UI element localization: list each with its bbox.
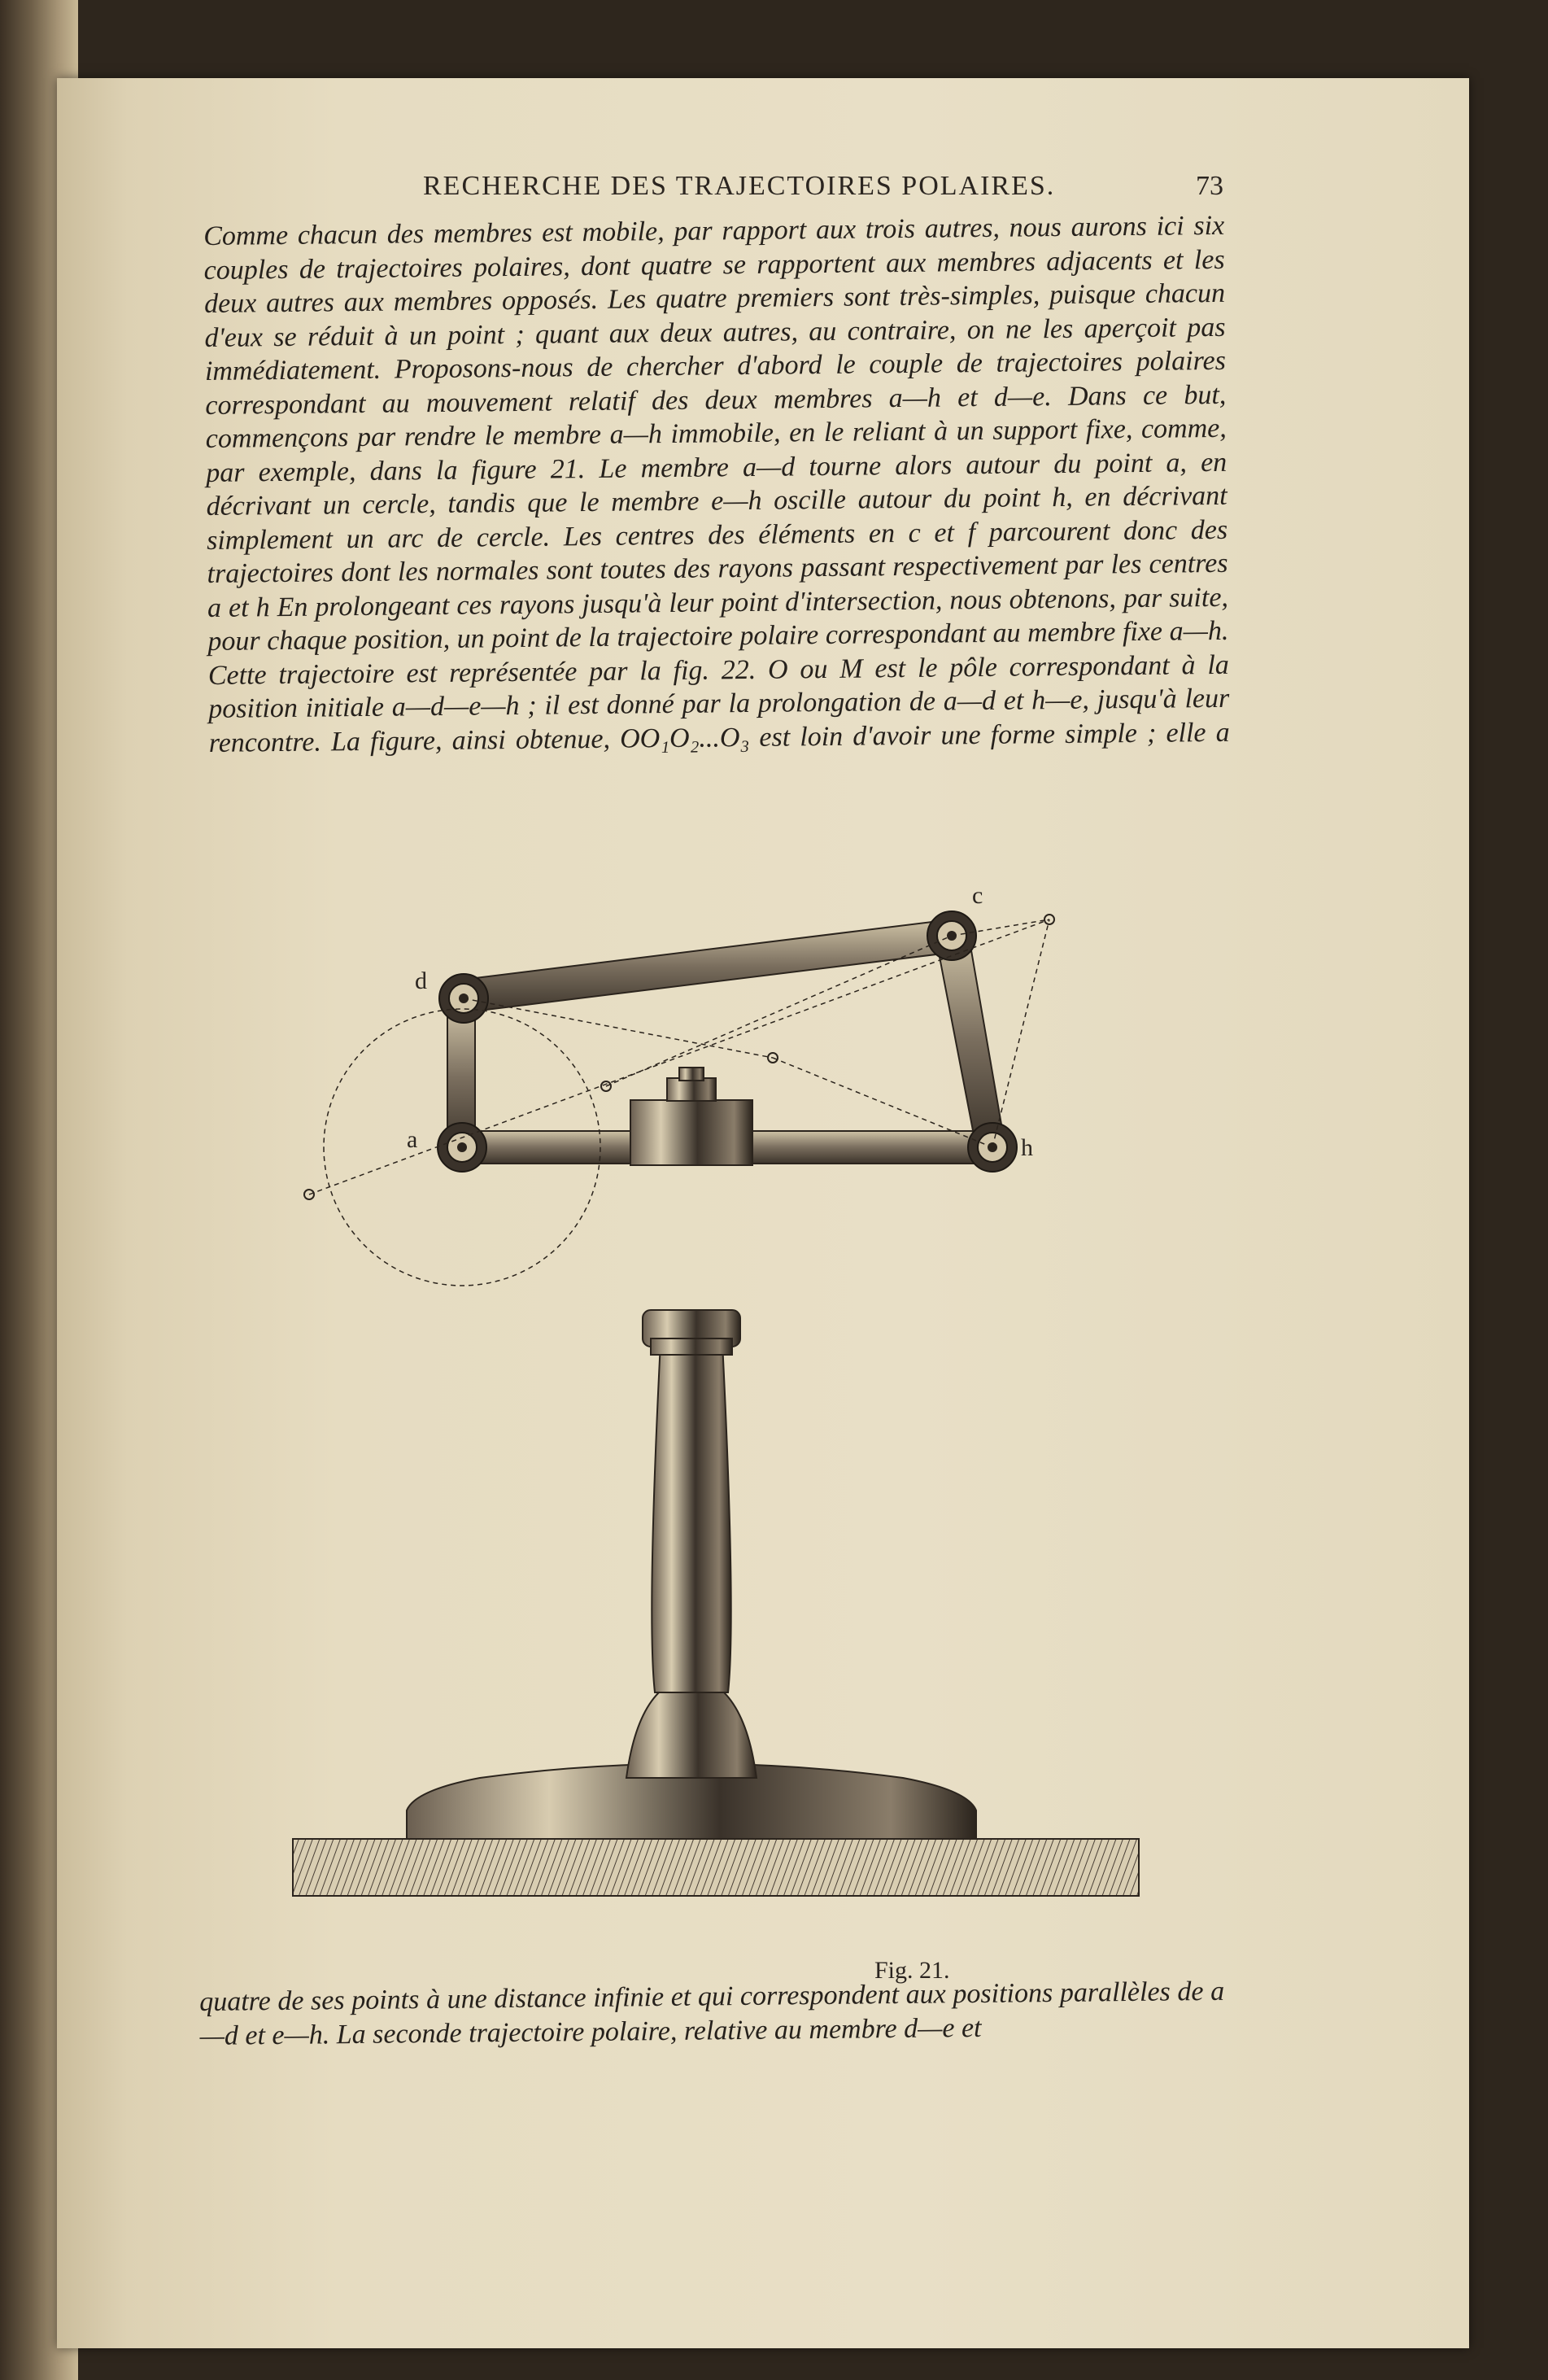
base-plate [293,1839,1139,1896]
figure-caption: Fig. 21. [874,1957,950,1984]
joint-a [438,1123,486,1172]
member-e-h [935,932,1005,1147]
hub-block [630,1100,752,1165]
page-number: 73 [1196,171,1223,201]
linkage-engraving [285,887,1147,1920]
hub-nut [679,1068,704,1081]
running-head: RECHERCHE DES TRAJECTOIRES POLAIRES. [423,171,1056,201]
stand-column [652,1343,730,1692]
label-h: h [1021,1134,1033,1161]
body-paragraph [203,209,1230,760]
figure-21 [285,887,1147,1920]
stand-neck [626,1692,757,1778]
label-d: d [415,967,427,994]
hub-cap [667,1078,716,1101]
body-paragraph-text: Comme chacun des membres est mobile, par rapport aux trois autres, nous aurons ici six couples de trajectoires polaires, dont quatre se rapportent aux membres adjacents et les deux autres aux membres opposés. Les quatre premiers sont très-simples, puisque chacun d'eux se réduit à un point ; quant aux deux autres, au contraire, on ne les aperçoit pas immédiatement. Proposons-nous de chercher d'abord le couple de trajectoires polaires correspondant au mouvement relatif des deux membres a—h et d—e. Dans ce but, commençons par rendre le membre a—h immobile, en le reliant à un support fixe, comme, par exemple, dans la figure 21. Le membre a—d tourne alors autour du point a, en décrivant un cercle, tandis que le membre e—h oscille autour du point h, en décrivant simplement un arc de cercle. Les centres des éléments en c et f parcourent donc des trajectoires dont les normales sont toutes des rayons passant respectivement par les centres a et h En prolongeant ces rayons jusqu'à leur point d'intersection, nous obtenons, par suite, pour chaque position, un point de la trajectoire polaire correspondant au membre fixe a—h. Cette trajectoire est représentée par la fig. 22. O ou M est le pôle correspondant à la position initiale a—d—e—h ; il est donné par la prolongation de a—d et h—e, jusqu'à leur rencontre. La figure, ainsi obtenue, OO₁O₂...O₃ est loin d'avoir une forme simple ; elle a [203,210,1230,758]
label-c: c [972,887,983,909]
label-a: a [407,1126,418,1153]
continuation-paragraph: quatre de ses points à une distance infinie et qui correspondent aux positions parallèles de a—d et e—h. La seconde trajectoire polaire, relative au membre d—e et [199,1976,1225,2051]
column-collar-lower [651,1338,732,1355]
